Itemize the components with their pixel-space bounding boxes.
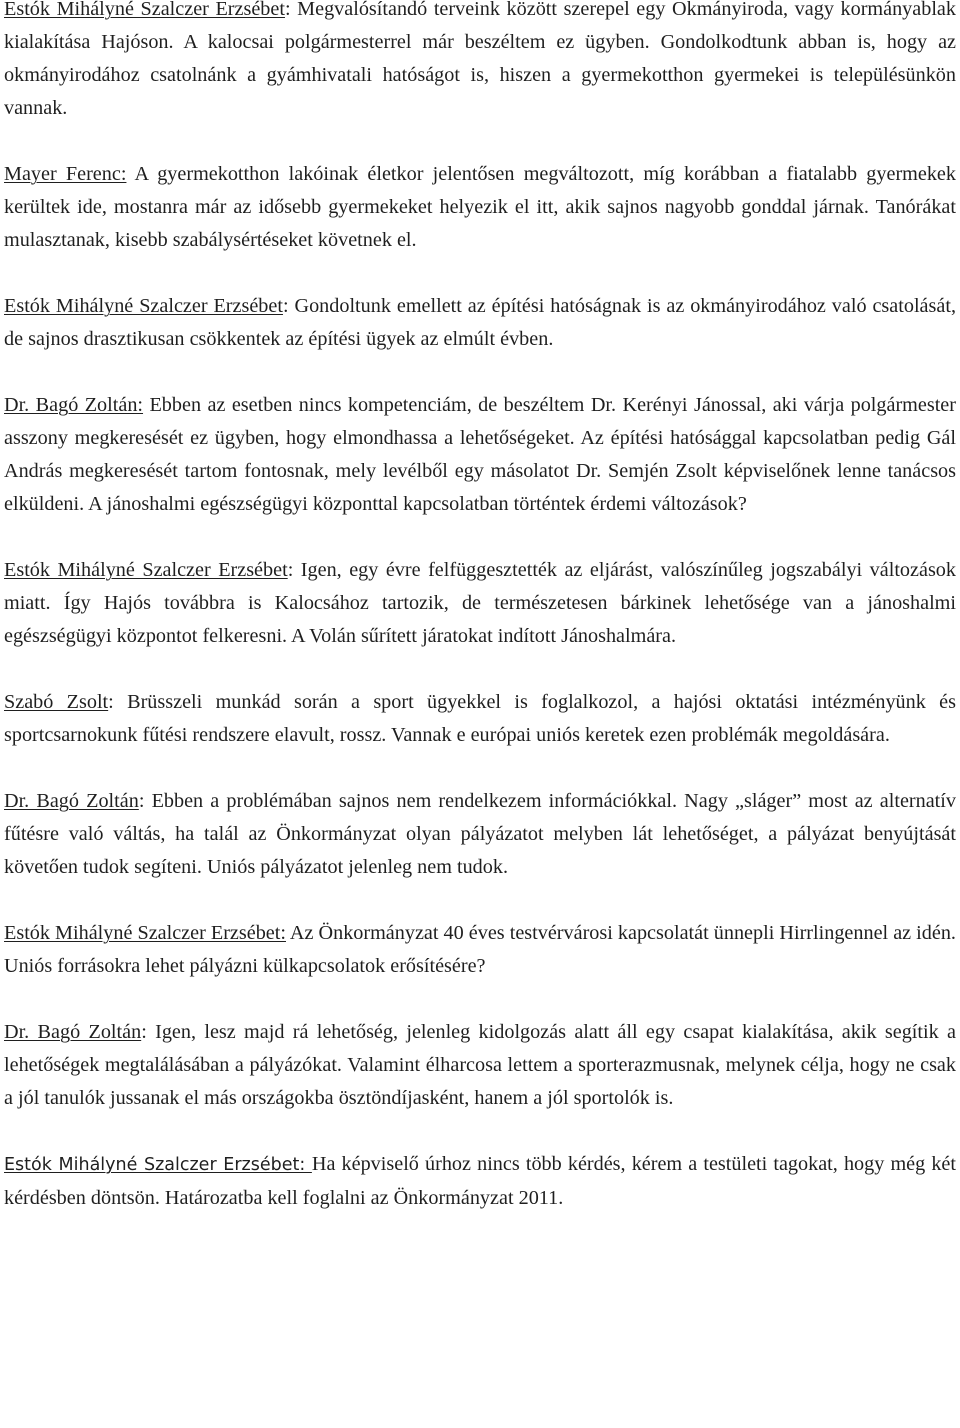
paragraph-text: Igen, egy évre felfüggesztették az eljárást, valószínűleg jogszabályi változások miatt. Így Hajós továbbra is Kalocsához tartozik, de természetesen bárkinek lehetősége van a jánoshalmi egészségügyi központot felkeresni. A Volán sűrített járatokat indított Jánoshalmára. (4, 559, 956, 647)
paragraph (4, 158, 956, 257)
paragraph (4, 785, 956, 884)
document-page (4, 0, 956, 1248)
paragraph-text: Ebben a problémában sajnos nem rendelkezem információkkal. Nagy „sláger” most az alternatív fűtésre való váltás, ha talál az Önkormányzat olyan pályázatot melyben lát lehetőséget, a pályázat benyújtását követően tudok segíteni. Uniós pályázatot jelenleg nem tudok. (4, 790, 956, 878)
paragraph-text: Gondoltunk emellett az építési hatóságnak is az okmányirodához való csatolását, de sajnos drasztikusan csökkentek az építési ügyek az elmúlt évben. (4, 295, 956, 350)
speaker-name: Estók Mihályné Szalczer Erzsébet (4, 0, 285, 20)
speaker-colon: : (282, 295, 289, 317)
speaker-name: Mayer Ferenc: (4, 163, 127, 185)
speaker-name: Estók Mihályné Szalczer Erzsébet (4, 295, 283, 317)
speaker-name: Dr. Bagó Zoltán (4, 790, 139, 812)
speaker-colon: : (287, 559, 294, 581)
speaker-colon: : (138, 790, 145, 812)
speaker-name: Szabó Zsolt (4, 691, 109, 713)
paragraph (4, 686, 956, 752)
speaker-colon: : (284, 0, 291, 20)
speaker-colon: : (141, 1021, 147, 1043)
paragraph (4, 1148, 956, 1215)
speaker-colon: : (108, 691, 114, 713)
paragraph-text: Az Önkormányzat 40 éves testvérvárosi kapcsolatát ünnepli Hirrlingennel az idén. Uniós forrásokra lehet pályázni külkapcsolatok erősítésére? (4, 922, 956, 977)
paragraph (4, 1016, 956, 1115)
paragraph (4, 917, 956, 983)
paragraph-text: Megvalósítandó terveink között szerepel egy Okmányiroda, vagy kormányablak kialakítása Hajóson. A kalocsai polgármesterrel már beszéltem ez ügyben. Gondolkodtunk abban is, hogy az okmányirodához csatolnánk a gyámhivatali hatóságot is, hiszen a gyermekotthon gyermekei is településünkön vannak. (4, 0, 956, 119)
paragraph-text: Ebben az esetben nincs kompetenciám, de beszéltem Dr. Kerényi Jánossal, aki várja polgármester asszony megkeresését ez ügyben, hogy elmondhassa a lehetőségeket. Az építési hatósággal kapcsolatban pedig Gál András megkeresését tartom fontosnak, mely levélből egy másolatot Dr. Semjén Zsolt képviselőnek lenne tanácsos elküldeni. A jánoshalmi egészségügyi központtal kapcsolatban történtek érdemi változások? (4, 394, 956, 515)
paragraph-text: Brüsszeli munkád során a sport ügyekkel is foglalkozol, a hajósi oktatási intézményünk és sportcsarnokunk fűtési rendszere elavult, rossz. Vannak e európai uniós keretek ezen problémák megoldására. (4, 691, 956, 746)
paragraph (4, 0, 956, 125)
speaker-name: Estók Mihályné Szalczer Erzsébet (4, 559, 288, 581)
paragraph-text: Igen, lesz majd rá lehetőség, jelenleg kidolgozás alatt áll egy csapat kialakítása, akik segítik a lehetőségek megtalálásában a pályázókat. Valamint élharcosa lettem a sporterazmusnak, melynek célja, hogy ne csak a jól tanulók jussanak el más országokba ösztöndíjasként, hanem a jól sportolók is. (4, 1021, 956, 1109)
paragraph (4, 554, 956, 653)
paragraph-text: A gyermekotthon lakóinak életkor jelentősen megváltozott, míg korábban a fiatalabb gyermekek kerültek ide, mostanra már az idősebb gyermekeket helyezik el itt, akik sajnos nagyobb gonddal járnak. Tanórákat mulasztanak, kisebb szabálysértéseket követnek el. (4, 163, 956, 251)
speaker-name: Estók Mihályné Szalczer Erzsébet: (4, 1155, 312, 1175)
speaker-name: Estók Mihályné Szalczer Erzsébet: (4, 922, 286, 944)
paragraph (4, 389, 956, 521)
paragraph (4, 290, 956, 356)
speaker-name: Dr. Bagó Zoltán (4, 1021, 142, 1043)
paragraph-text: Ha képviselő úrhoz nincs több kérdés, kérem a testületi tagokat, hogy még két kérdésben döntsön. Határozatba kell foglalni az Önkormányzat 2011. (4, 1153, 956, 1209)
speaker-name: Dr. Bagó Zoltán: (4, 394, 144, 416)
